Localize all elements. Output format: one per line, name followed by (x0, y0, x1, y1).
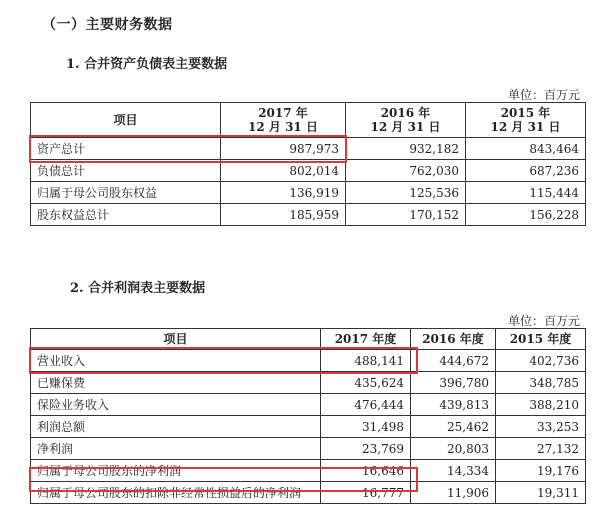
cell-value: 170,152 (346, 204, 466, 226)
cell-value: 348,785 (496, 372, 586, 394)
table-row (31, 416, 586, 438)
cell-value: 388,210 (496, 394, 586, 416)
table-row (31, 204, 586, 226)
table-row (31, 372, 586, 394)
row-label: 已赚保费 (31, 372, 321, 394)
section-title: （一）主要财务数据 (42, 17, 173, 33)
table-row (31, 138, 586, 160)
cell-value: 402,736 (496, 350, 586, 372)
cell-value: 687,236 (466, 160, 586, 182)
col-header: 2017 年度 (321, 329, 411, 350)
row-label: 负债总计 (31, 160, 221, 182)
table-row (31, 182, 586, 204)
cell-value: 16,777 (321, 482, 411, 504)
table-header-row (31, 103, 586, 138)
cell-value: 20,803 (411, 438, 496, 460)
cell-value: 185,959 (221, 204, 346, 226)
cell-value: 19,311 (496, 482, 586, 504)
cell-value: 476,444 (321, 394, 411, 416)
table-header-row (31, 329, 586, 350)
cell-value: 115,444 (466, 182, 586, 204)
balance-table (30, 102, 586, 226)
row-label: 归属于母公司股东的扣除非经常性损益后的净利润 (31, 482, 321, 504)
cell-value: 843,464 (466, 138, 586, 160)
cell-value: 444,672 (411, 350, 496, 372)
cell-value: 27,132 (496, 438, 586, 460)
cell-value: 14,334 (411, 460, 496, 482)
row-label: 净利润 (31, 438, 321, 460)
row-label: 股东权益总计 (31, 204, 221, 226)
cell-value: 33,253 (496, 416, 586, 438)
income-table (30, 328, 586, 504)
cell-value: 435,624 (321, 372, 411, 394)
cell-value: 31,498 (321, 416, 411, 438)
col-header: 2017 年 12 月 31 日 (221, 103, 346, 138)
income-unit: 单位：百万元 (507, 314, 580, 328)
table-row (31, 460, 586, 482)
cell-value: 11,906 (411, 482, 496, 504)
col-header: 2016 年 12 月 31 日 (346, 103, 466, 138)
cell-value: 156,228 (466, 204, 586, 226)
cell-value: 396,780 (411, 372, 496, 394)
cell-value: 125,536 (346, 182, 466, 204)
table-row (31, 350, 586, 372)
balance-heading: 1. 合并资产负债表主要数据 (66, 57, 228, 72)
cell-value: 16,646 (321, 460, 411, 482)
row-label: 资产总计 (31, 138, 221, 160)
row-label: 利润总额 (31, 416, 321, 438)
cell-value: 802,014 (221, 160, 346, 182)
cell-value: 439,813 (411, 394, 496, 416)
cell-value: 488,141 (321, 350, 411, 372)
col-header: 2015 年 12 月 31 日 (466, 103, 586, 138)
col-header: 2016 年度 (411, 329, 496, 350)
table-row (31, 394, 586, 416)
row-label: 保险业务收入 (31, 394, 321, 416)
table-row (31, 438, 586, 460)
col-header: 2015 年度 (496, 329, 586, 350)
cell-value: 136,919 (221, 182, 346, 204)
cell-value: 932,182 (346, 138, 466, 160)
balance-unit: 单位：百万元 (507, 88, 580, 102)
income-heading: 2. 合并利润表主要数据 (70, 281, 206, 296)
cell-value: 25,462 (411, 416, 496, 438)
table-row (31, 160, 586, 182)
cell-value: 987,973 (221, 138, 346, 160)
row-label: 归属于母公司股东权益 (31, 182, 221, 204)
row-label: 归属于母公司股东的净利润 (31, 460, 321, 482)
row-label: 营业收入 (31, 350, 321, 372)
col-header: 项目 (31, 329, 321, 350)
cell-value: 762,030 (346, 160, 466, 182)
cell-value: 19,176 (496, 460, 586, 482)
table-row (31, 482, 586, 504)
col-header: 项目 (31, 103, 221, 138)
cell-value: 23,769 (321, 438, 411, 460)
